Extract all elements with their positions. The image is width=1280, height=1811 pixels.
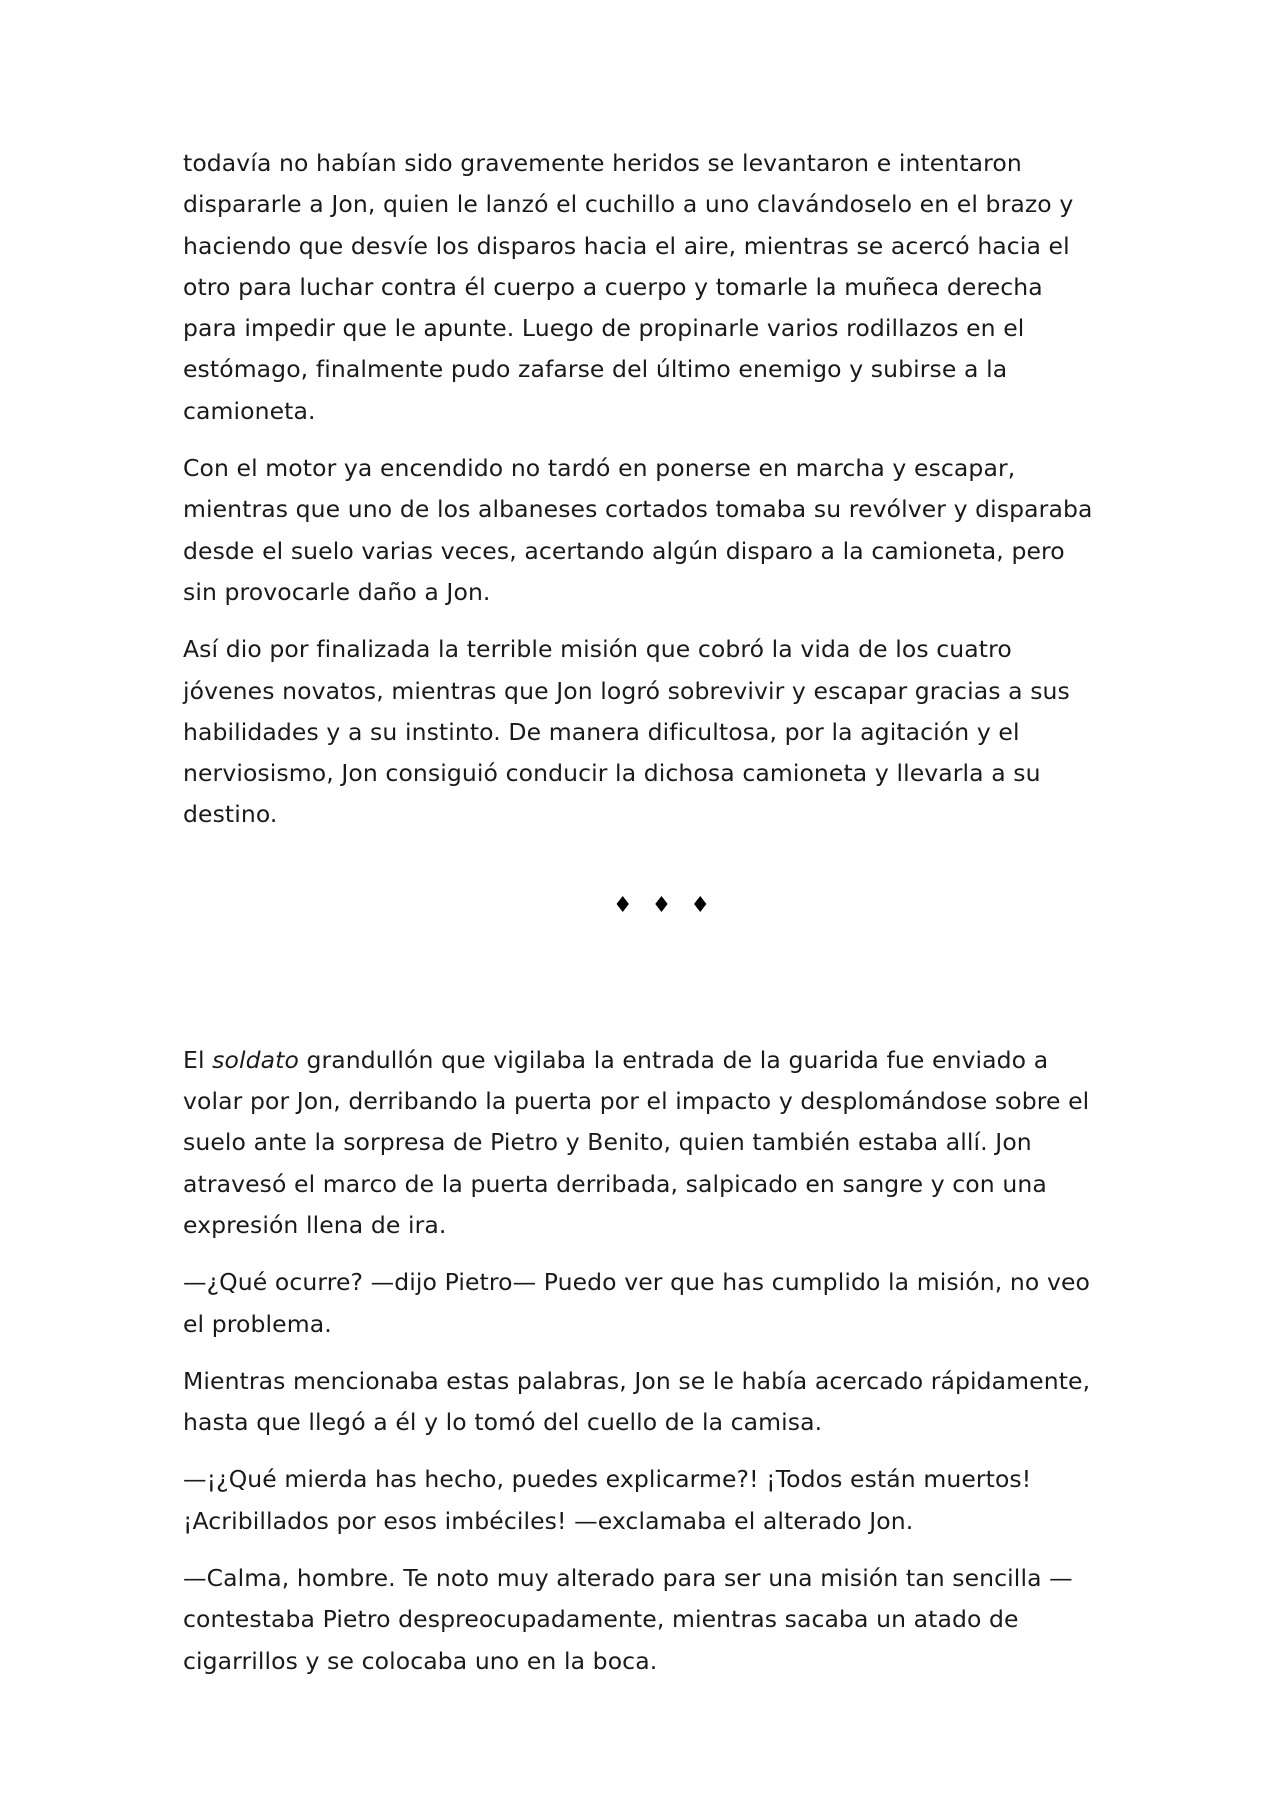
diamond-icon: ♦ — [651, 892, 672, 918]
paragraph: Con el motor ya encendido no tardó en ponerse en marcha y escapar, mientras que uno de los albaneses cortados tomaba su revólver y disparaba desde el suelo varias veces, acertando algún disparo a la camioneta, pero sin provocarle daño a Jon. — [183, 454, 1093, 606]
diamond-icon: ♦ — [690, 892, 711, 918]
dialogue-paragraph: —Calma, hombre. Te noto muy alterado para ser una misión tan sencilla — contestaba Pietro despreocupadamente, mientras sacaba un atado de cigarrillos y se colocaba uno en la boca. — [183, 1564, 1073, 1675]
paragraph-text-start: El — [183, 1045, 213, 1074]
dialogue-paragraph: —¿Qué ocurre? —dijo Pietro— Puedo ver que has cumplido la misión, no veo el problema. — [183, 1268, 1091, 1338]
dialogue-paragraph: —¡¿Qué mierda has hecho, puedes explicarme?! ¡Todos están muertos! ¡Acribillados por esos imbéciles! —exclamaba el alterado Jon. — [183, 1465, 1032, 1535]
scene-break — [183, 894, 1098, 996]
paragraph-text-rest: grandullón que vigilaba la entrada de la guarida fue enviado a volar por Jon, derribando la puerta por el impacto y desplomándose sobre el suelo ante la sorpresa de Pietro y Benito, quien también estaba allí. Jon atravesó el marco de la puerta derribada, salpicado en sangre y con una expresión llena de ira. — [183, 1045, 1090, 1239]
paragraph: todavía no habían sido gravemente heridos se levantaron e intentaron dispararle a Jon, quien le lanzó el cuchillo a uno clavándoselo en el brazo y haciendo que desvíe los disparos hacia el aire, mientras se acercó hacia el otro para luchar contra él cuerpo a cuerpo y tomarle la muñeca derecha para impedir que le apunte. Luego de propinarle varios rodillazos en el estómago, finalmente pudo zafarse del último enemigo y subirse a la camioneta. — [183, 149, 1074, 425]
paragraph: Mientras mencionaba estas palabras, Jon se le había acercado rápidamente, hasta que llegó a él y lo tomó del cuello de la camisa. — [183, 1366, 1091, 1437]
paragraph-soldato — [183, 1040, 1098, 1246]
diamond-icon: ♦ — [612, 892, 633, 918]
italic-word: soldato — [212, 1045, 299, 1074]
paragraph: Así dio por finalizada la terrible misión que cobró la vida de los cuatro jóvenes novatos, mientras que Jon logró sobrevivir y escapar gracias a sus habilidades y a su instinto. De manera dificultosa, por la agitación y el nerviosismo, Jon consiguió conducir la dichosa camioneta y llevarla a su destino. — [183, 635, 1070, 829]
document-page — [183, 143, 1098, 1698]
